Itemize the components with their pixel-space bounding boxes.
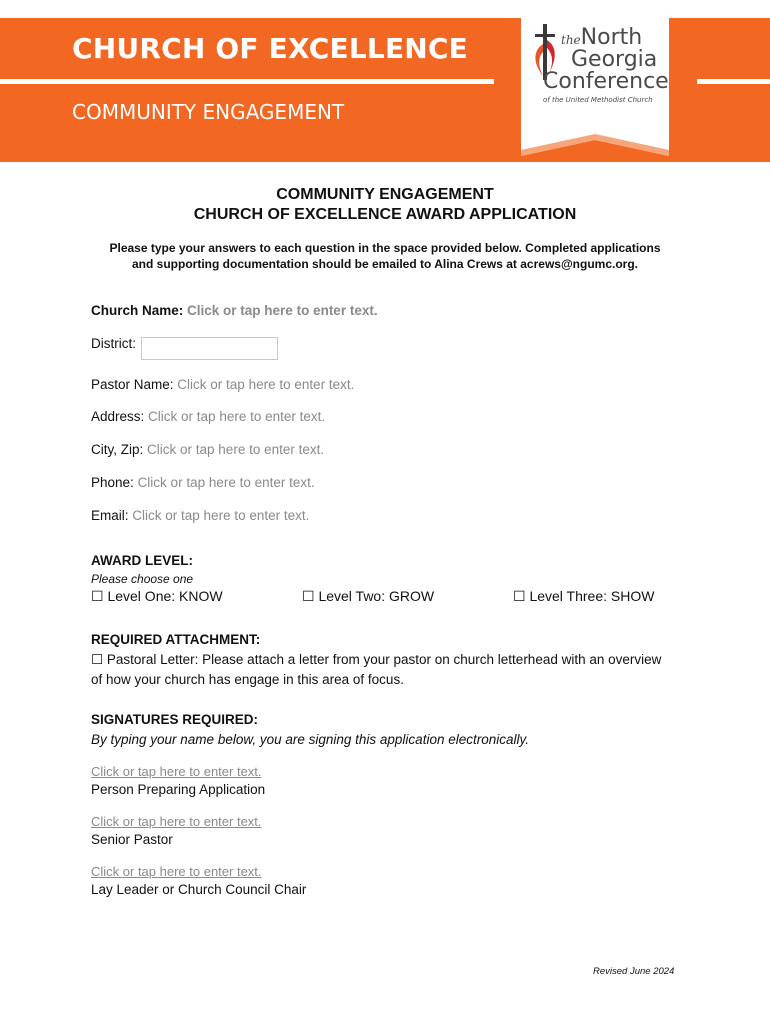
logo-north: North [580, 25, 643, 50]
pastoral-letter-checkbox[interactable]: ☐ Pastoral Letter: Please attach a letter from your pastor on church letterhead with an overview [91, 652, 662, 667]
pastor-name-field [91, 377, 354, 392]
pastor-name-label: Pastor Name: [91, 377, 174, 392]
phone-label: Phone: [91, 475, 134, 490]
district-label: District: [91, 336, 136, 351]
church-name-label: Church Name: [91, 303, 184, 318]
church-name-field [91, 303, 378, 318]
phone-field [91, 475, 315, 490]
signature-input-pastor[interactable]: Click or tap here to enter text. [91, 814, 262, 829]
church-name-input[interactable]: Click or tap here to enter text. [187, 303, 378, 318]
intro-line1: Please type your answers to each question in the space provided below. Completed applications [109, 241, 661, 255]
signature-input-preparer[interactable]: Click or tap here to enter text. [91, 764, 262, 779]
doc-title-line1: COMMUNITY ENGAGEMENT [276, 186, 494, 203]
level-two-checkbox[interactable]: ☐ Level Two: GROW [302, 588, 435, 604]
signature-input-lay-leader[interactable]: Click or tap here to enter text. [91, 864, 262, 879]
award-level-heading: AWARD LEVEL: [91, 553, 194, 568]
logo-georgia: Georgia [571, 47, 658, 72]
banner-subtitle: COMMUNITY ENGAGEMENT [72, 100, 345, 124]
banner-divider-right [697, 79, 770, 84]
logo-umc: of the United Methodist Church [543, 96, 653, 104]
city-zip-label: City, Zip: [91, 442, 144, 457]
level-three-checkbox[interactable]: ☐ Level Three: SHOW [513, 588, 655, 604]
pastor-name-input[interactable]: Click or tap here to enter text. [177, 377, 355, 392]
doc-title-line2: CHURCH OF EXCELLENCE AWARD APPLICATION [193, 206, 577, 223]
intro-line2: and supporting documentation should be emailed to Alina Crews at acrews@ngumc.org. [132, 257, 638, 271]
award-level-note: Please choose one [91, 572, 194, 586]
signatures-heading: SIGNATURES REQUIRED: [91, 712, 259, 727]
signature-role-pastor: Senior Pastor [91, 832, 173, 847]
attachment-line2: of how your church has engage in this area of focus. [91, 672, 404, 687]
city-zip-field [91, 442, 324, 457]
signatures-note: By typing your name below, you are signing this application electronically. [91, 732, 529, 747]
email-label: Email: [91, 508, 129, 523]
address-field [91, 409, 325, 424]
attachment-text [91, 650, 691, 690]
district-input[interactable] [141, 337, 278, 360]
address-input[interactable]: Click or tap here to enter text. [148, 409, 326, 424]
city-zip-input[interactable]: Click or tap here to enter text. [147, 442, 325, 457]
email-input[interactable]: Click or tap here to enter text. [132, 508, 310, 523]
signature-role-lay-leader: Lay Leader or Church Council Chair [91, 882, 307, 897]
level-one-checkbox[interactable]: ☐ Level One: KNOW [91, 588, 223, 604]
address-label: Address: [91, 409, 145, 424]
attachment-heading: REQUIRED ATTACHMENT: [91, 632, 261, 647]
phone-input[interactable]: Click or tap here to enter text. [137, 475, 315, 490]
revised-date: Revised June 2024 [593, 966, 675, 977]
banner-title: CHURCH OF EXCELLENCE [72, 32, 468, 65]
signature-role-preparer: Person Preparing Application [91, 782, 266, 797]
email-field [91, 508, 309, 523]
intro-text [60, 240, 710, 272]
banner-divider [0, 79, 494, 84]
logo-conference: Conference [543, 69, 669, 94]
logo-the: the [561, 33, 581, 47]
